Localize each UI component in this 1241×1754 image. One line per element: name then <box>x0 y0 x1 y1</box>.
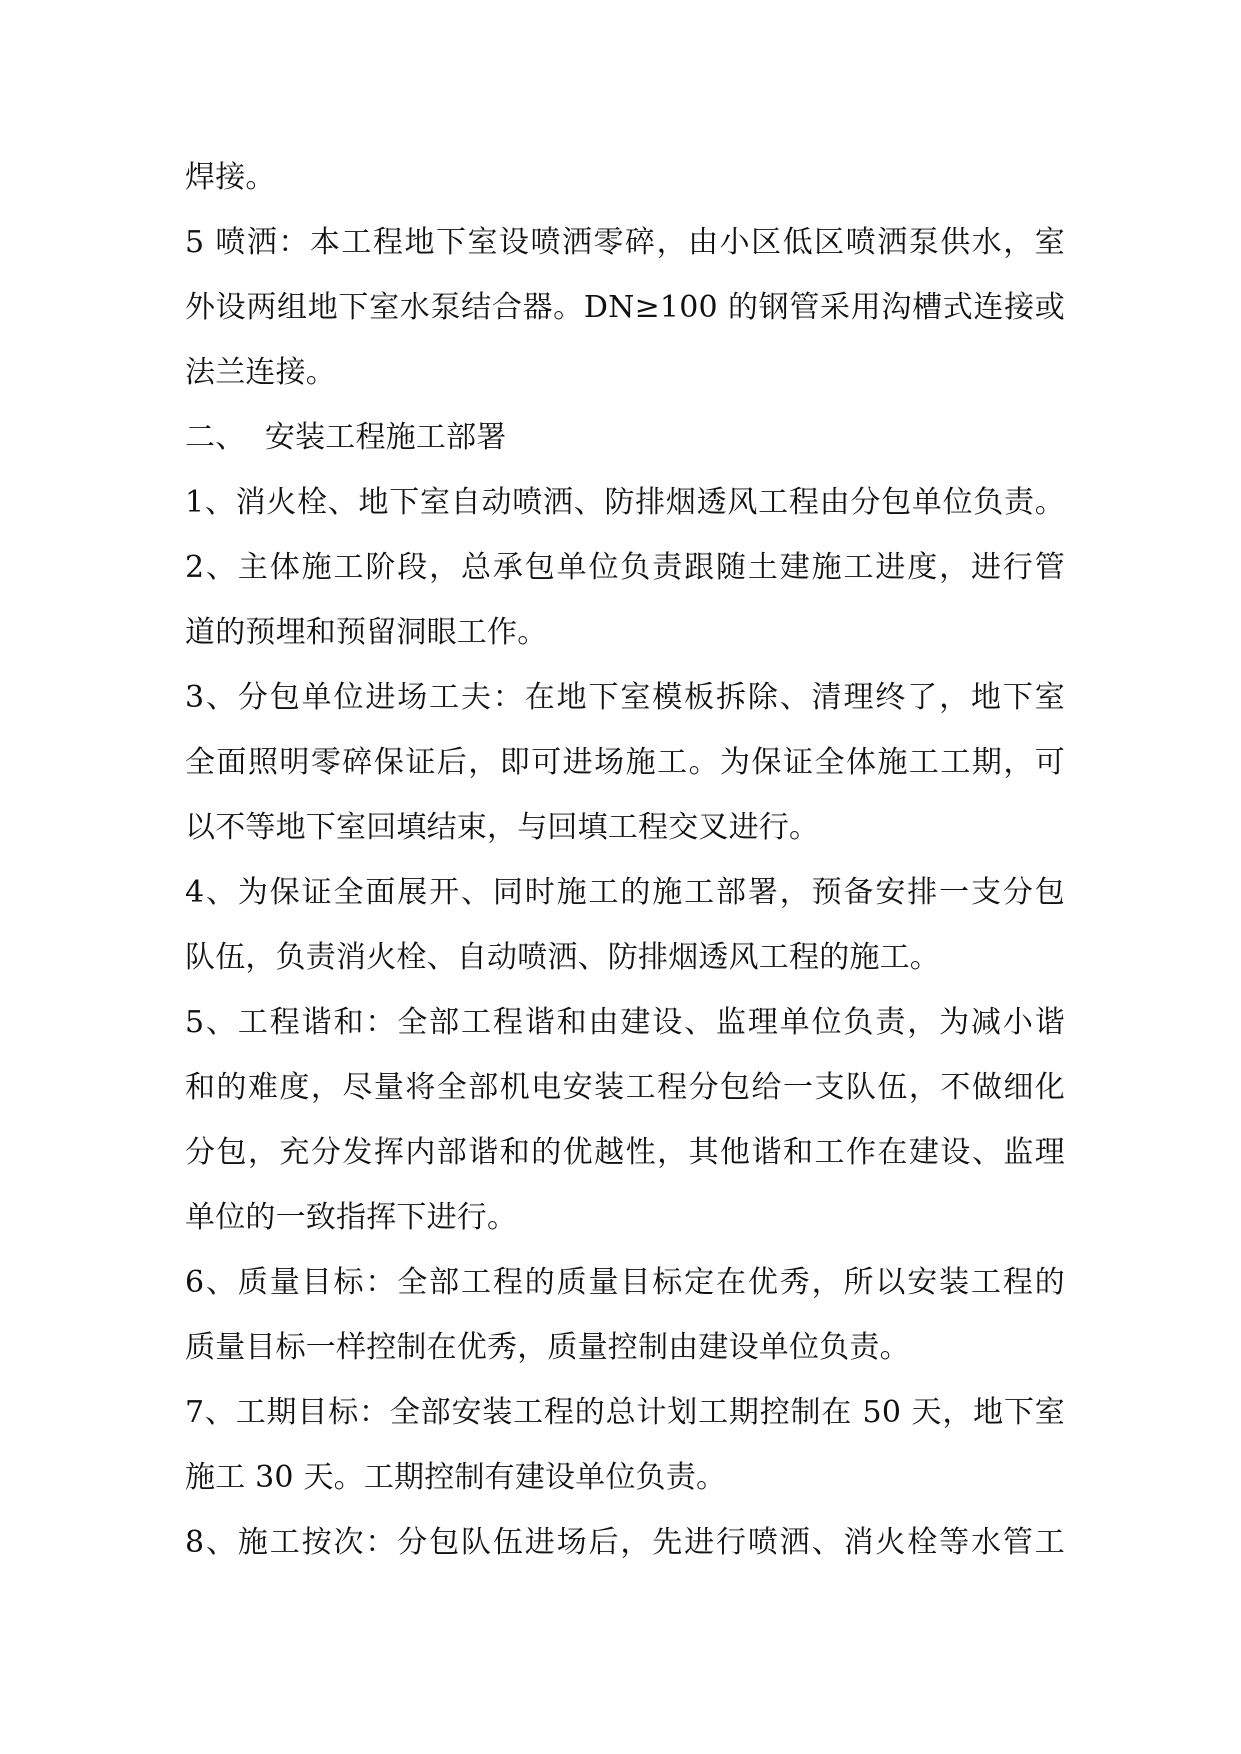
text-line: 质量目标一样控制在优秀，质量控制由建设单位负责。 <box>185 1330 910 1365</box>
text-line: 队伍，负责消火栓、自动喷洒、防排烟透风工程的施工。 <box>185 940 940 975</box>
text-line: 1、消火栓、地下室自动喷洒、防排烟透风工程由分包单位负责。 <box>185 485 1065 520</box>
text-line: 道的预埋和预留洞眼工作。 <box>185 615 548 650</box>
text-line: 3、分包单位进场工夫：在地下室模板拆除、清理终了，地下室 <box>185 680 1065 715</box>
text-line: 以不等地下室回填结束，与回填工程交叉进行。 <box>185 810 820 845</box>
section-heading: 二、 安装工程施工部署 <box>185 420 507 455</box>
text-line: 6、质量目标：全部工程的质量目标定在优秀，所以安装工程的 <box>185 1265 1065 1300</box>
text-line: 和的难度，尽量将全部机电安装工程分包给一支队伍，不做细化 <box>185 1070 1065 1105</box>
text-line: 全面照明零碎保证后，即可进场施工。为保证全体施工工期，可 <box>185 745 1065 780</box>
text-line: 5、工程谐和：全部工程谐和由建设、监理单位负责，为减小谐 <box>185 1005 1065 1040</box>
document-body <box>185 145 1065 1575</box>
text-line: 法兰连接。 <box>185 355 336 390</box>
text-line: 焊接。 <box>185 160 276 195</box>
text-line: 外设两组地下室水泵结合器。DN≥100 的钢管采用沟槽式连接或 <box>185 290 1065 325</box>
text-line: 2、主体施工阶段，总承包单位负责跟随土建施工进度，进行管 <box>185 550 1065 585</box>
text-line: 7、工期目标：全部安装工程的总计划工期控制在 50 天，地下室 <box>185 1395 1065 1430</box>
text-line: 施工 30 天。工期控制有建设单位负责。 <box>185 1460 727 1495</box>
text-line: 单位的一致指挥下进行。 <box>185 1200 518 1235</box>
text-line: 4、为保证全面展开、同时施工的施工部署，预备安排一支分包 <box>185 875 1065 910</box>
text-line: 5 喷洒：本工程地下室设喷洒零碎，由小区低区喷洒泵供水，室 <box>185 225 1065 260</box>
text-line: 分包，充分发挥内部谐和的优越性，其他谐和工作在建设、监理 <box>185 1135 1065 1170</box>
text-line: 8、施工按次：分包队伍进场后，先进行喷洒、消火栓等水管工 <box>185 1525 1065 1560</box>
